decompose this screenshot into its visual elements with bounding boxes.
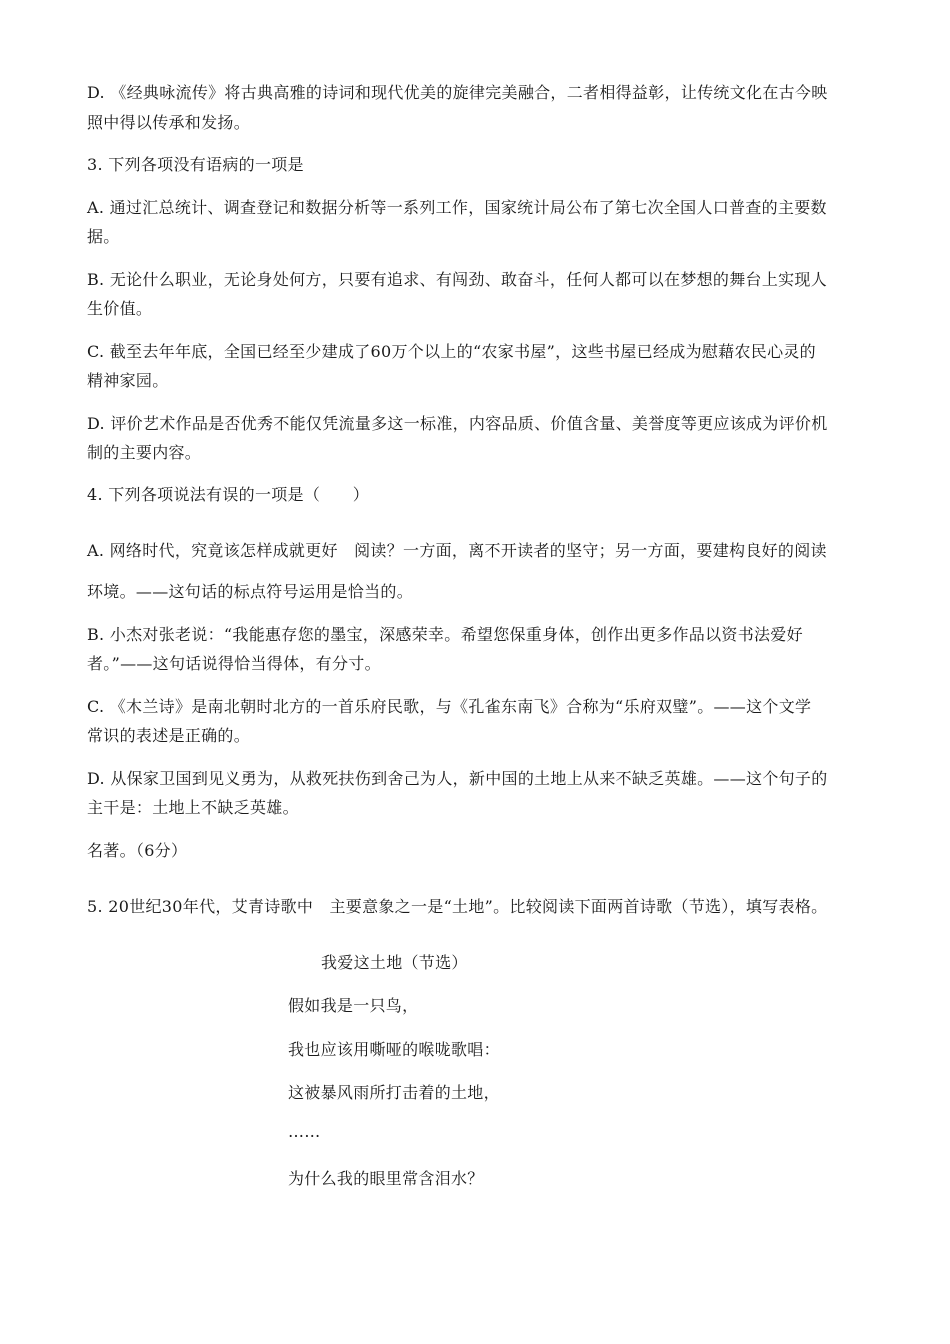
poem-ellipsis: …… <box>288 1122 321 1141</box>
poem-line: 假如我是一只鸟， <box>288 996 419 1015</box>
poem-line: 这被暴风雨所打击着的土地， <box>288 1083 500 1102</box>
q3-option-b-line1: B. 无论什么职业，无论身处何方，只要有追求、有闯劲、敢奋斗，任何人都可以在梦想的舞台上实现人 <box>87 270 828 289</box>
q3-option-a-line2: 据。 <box>87 227 120 246</box>
q4-option-c-line1: C. 《木兰诗》是南北朝时北方的一首乐府民歌，与《孔雀东南飞》合称为“乐府双璧”。——这个文学 <box>87 697 812 716</box>
q2-option-d-line2: 照中得以传承和发扬。 <box>87 113 251 132</box>
q4-option-b-line1: B. 小杰对张老说：“我能惠存您的墨宝，深感荣幸。希望您保重身体，创作出更多作品以资书法爱好 <box>87 625 803 644</box>
q3-option-d-line1: D. 评价艺术作品是否优秀不能仅凭流量多这一标准，内容品质、价值含量、美誉度等更应该成为评价机 <box>87 414 828 433</box>
q3-stem: 3. 下列各项没有语病的一项是 <box>87 155 304 174</box>
poem-line: 为什么我的眼里常含泪水？ <box>288 1169 484 1188</box>
q4-option-c-line2: 常识的表述是正确的。 <box>87 726 251 745</box>
q3-option-d-line2: 制的主要内容。 <box>87 443 202 462</box>
q4-stem: 4. 下列各项说法有误的一项是（ ） <box>87 485 370 504</box>
q4-option-d-line2: 主干是：土地上不缺乏英雄。 <box>87 798 299 817</box>
q3-option-c-line1: C. 截至去年年底，全国已经至少建成了60万个以上的“农家书屋”，这些书屋已经成为慰藉农民心灵的 <box>87 342 816 361</box>
q5-stem: 5. 20世纪30年代，艾青诗歌中 主要意象之一是“土地”。比较阅读下面两首诗歌（节选），填写表格。 <box>87 897 828 916</box>
q4-option-a-line2: 环境。——这句话的标点符号运用是恰当的。 <box>87 582 414 601</box>
q3-option-c-line2: 精神家园。 <box>87 371 169 390</box>
q4-option-a-line1: A. 网络时代，究竟该怎样成就更好 阅读？一方面，离不开读者的坚守；另一方面，要建构良好的阅读 <box>87 541 827 560</box>
poem-title: 我爱这土地（节选） <box>321 953 468 972</box>
q4-option-d-line1: D. 从保家卫国到见义勇为，从救死扶伤到舍己为人，新中国的土地上从来不缺乏英雄。——这个句子的 <box>87 769 828 788</box>
q3-option-b-line2: 生价值。 <box>87 299 153 318</box>
section-note: 名著。（6分） <box>87 841 188 860</box>
poem-line: 我也应该用嘶哑的喉咙歌唱： <box>288 1040 500 1059</box>
q2-option-d-line1: D. 《经典咏流传》将古典高雅的诗词和现代优美的旋律完美融合，二者相得益彰，让传统文化在古今映 <box>87 83 828 102</box>
q4-option-b-line2: 者。”——这句话说得恰当得体，有分寸。 <box>87 654 381 673</box>
q3-option-a-line1: A. 通过汇总统计、调查登记和数据分析等一系列工作，国家统计局公布了第七次全国人口普查的主要数 <box>87 198 827 217</box>
